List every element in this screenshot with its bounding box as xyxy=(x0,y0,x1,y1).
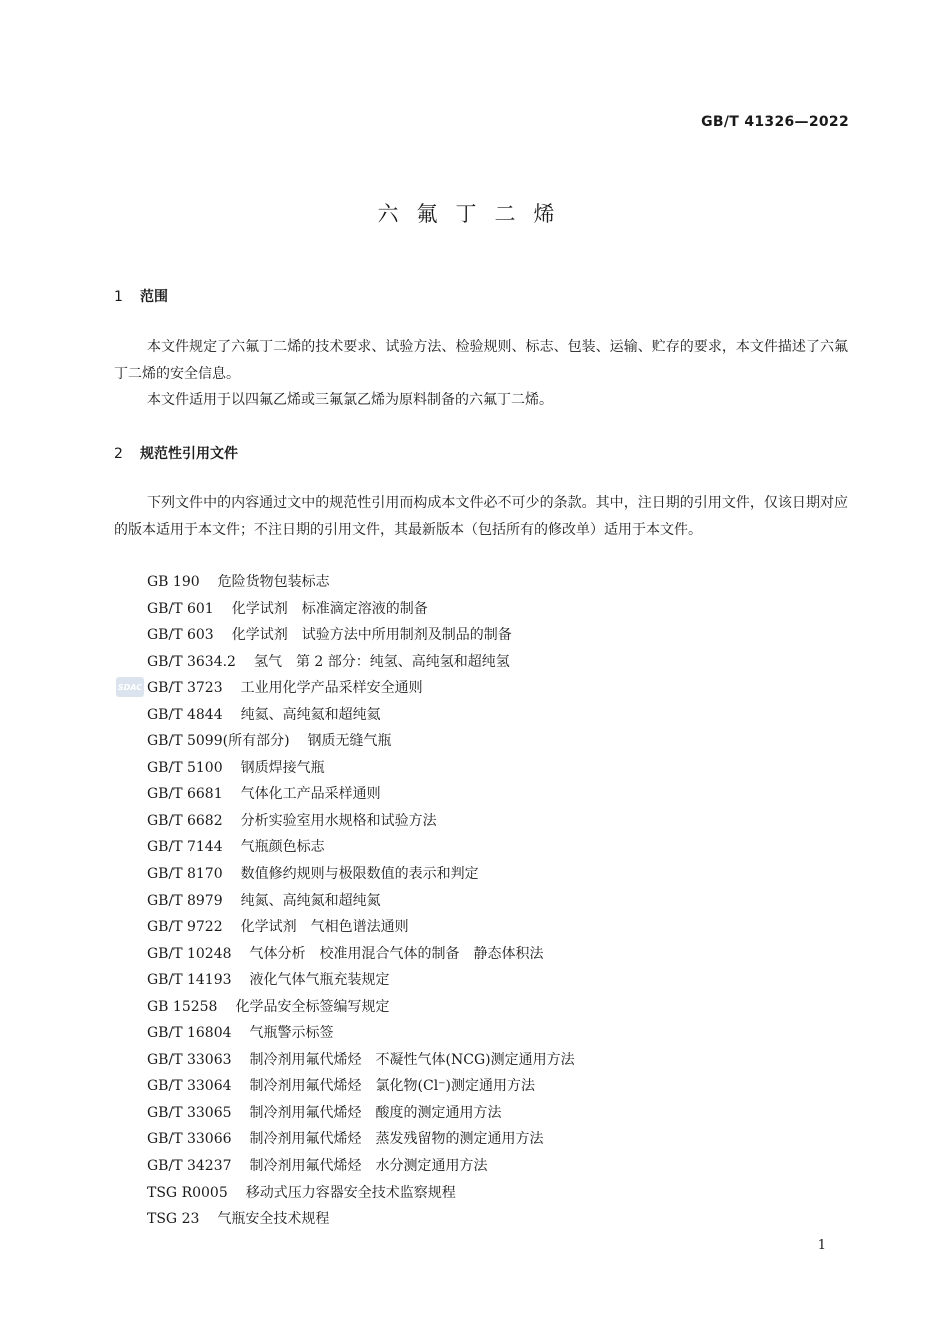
reference-item xyxy=(147,914,575,941)
reference-item xyxy=(147,1126,575,1153)
reference-title: 气瓶颜色标志 xyxy=(240,839,325,856)
reference-title: 工业用化学产品采样安全通则 xyxy=(240,680,423,697)
reference-title: 制冷剂用氟代烯烃 蒸发残留物的测定通用方法 xyxy=(249,1131,544,1148)
section-2-paragraph-1: 下列文件中的内容通过文中的规范性引用而构成本文件必不可少的条款。其中，注日期的引用文件，仅该日期对应的版本适用于本文件；不注日期的引用文件，其最新版本（包括所有的修改单）适用于本文件。 xyxy=(114,495,848,538)
reference-code: GB/T 3723 xyxy=(147,680,223,697)
reference-item xyxy=(147,569,575,596)
reference-title: 钢质焊接气瓶 xyxy=(240,759,325,776)
reference-code: TSG 23 xyxy=(147,1211,200,1228)
reference-title: 气瓶警示标签 xyxy=(249,1025,334,1042)
reference-title: 气体分析 校准用混合气体的制备 静态体积法 xyxy=(249,945,544,962)
reference-item xyxy=(147,941,575,968)
reference-title: 纯氮、高纯氮和超纯氮 xyxy=(240,892,381,909)
reference-item xyxy=(147,596,575,623)
reference-code: GB 15258 xyxy=(147,998,218,1015)
sdac-watermark-logo: SDAC xyxy=(116,677,144,697)
reference-title: 危险货物包装标志 xyxy=(217,574,330,590)
reference-item xyxy=(147,1073,575,1100)
reference-item xyxy=(147,1047,575,1074)
reference-title: 液化气体气瓶充装规定 xyxy=(249,972,390,989)
document-title: 六氟丁二烯 xyxy=(377,202,573,226)
section-1-title: 范围 xyxy=(140,289,168,305)
reference-title: 钢质无缝气瓶 xyxy=(307,733,392,750)
section-2-number: 2 xyxy=(114,446,123,462)
reference-code: GB/T 33063 xyxy=(147,1051,232,1068)
reference-code: GB/T 5099(所有部分) xyxy=(147,733,290,750)
reference-title: 化学试剂 标准滴定溶液的制备 xyxy=(231,600,428,617)
reference-code: GB/T 8170 xyxy=(147,866,223,883)
reference-code: GB/T 5100 xyxy=(147,759,223,776)
reference-code: GB/T 601 xyxy=(147,600,214,617)
reference-title: 化学品安全标签编写规定 xyxy=(235,998,390,1015)
reference-code: GB/T 6682 xyxy=(147,812,223,829)
reference-code: GB/T 9722 xyxy=(147,919,223,936)
reference-title: 化学试剂 试验方法中所用制剂及制品的制备 xyxy=(231,627,512,644)
reference-code: GB/T 6681 xyxy=(147,786,223,803)
reference-item xyxy=(147,834,575,861)
reference-item xyxy=(147,675,575,702)
reference-title: 化学试剂 气相色谱法通则 xyxy=(240,919,409,936)
section-1-paragraph-1: 本文件规定了六氟丁二烯的技术要求、试验方法、检验规则、标志、包装、运输、贮存的要求，本文件描述了六氟丁二烯的安全信息。 xyxy=(114,339,848,382)
reference-item xyxy=(147,1100,575,1127)
section-2-title: 规范性引用文件 xyxy=(140,446,238,462)
reference-title: 制冷剂用氟代烯烃 酸度的测定通用方法 xyxy=(249,1104,502,1121)
reference-item xyxy=(147,1180,575,1207)
reference-title: 制冷剂用氟代烯烃 氯化物(Cl⁻)测定通用方法 xyxy=(249,1078,536,1095)
reference-code: GB/T 3634.2 xyxy=(147,653,236,670)
section-2-heading xyxy=(114,443,238,463)
reference-code: GB/T 33064 xyxy=(147,1078,232,1095)
reference-title: 纯氦、高纯氦和超纯氦 xyxy=(240,706,381,723)
reference-title: 移动式压力容器安全技术监察规程 xyxy=(245,1184,456,1201)
reference-code: GB/T 603 xyxy=(147,627,214,644)
reference-item xyxy=(147,1153,575,1180)
section-1-paragraph-2: 本文件适用于以四氟乙烯或三氟氯乙烯为原料制备的六氟丁二烯。 xyxy=(147,392,553,408)
section-1-heading xyxy=(114,286,168,306)
reference-item xyxy=(147,781,575,808)
reference-item xyxy=(147,728,575,755)
reference-title: 气体化工产品采样通则 xyxy=(240,786,381,803)
page-number: 1 xyxy=(817,1238,826,1253)
standard-code: GB/T 41326—2022 xyxy=(701,114,849,130)
reference-code: GB/T 10248 xyxy=(147,945,232,962)
reference-item xyxy=(147,1020,575,1047)
reference-item xyxy=(147,755,575,782)
reference-item xyxy=(147,861,575,888)
reference-code: TSG R0005 xyxy=(147,1184,228,1201)
reference-code: GB/T 33065 xyxy=(147,1104,232,1121)
reference-item xyxy=(147,994,575,1021)
reference-title: 制冷剂用氟代烯烃 水分测定通用方法 xyxy=(249,1158,488,1175)
reference-item xyxy=(147,702,575,729)
reference-title: 氢气 第 2 部分：纯氢、高纯氢和超纯氢 xyxy=(253,653,510,670)
reference-code: GB/T 7144 xyxy=(147,839,223,856)
reference-code: GB/T 14193 xyxy=(147,972,232,989)
reference-item xyxy=(147,808,575,835)
reference-item xyxy=(147,649,575,676)
reference-title: 制冷剂用氟代烯烃 不凝性气体(NCG)测定通用方法 xyxy=(249,1051,575,1068)
reference-code: GB/T 8979 xyxy=(147,892,223,909)
normative-reference-list xyxy=(147,569,575,1233)
reference-code: GB 190 xyxy=(147,574,200,590)
reference-title: 数值修约规则与极限数值的表示和判定 xyxy=(240,866,479,883)
reference-code: GB/T 34237 xyxy=(147,1158,232,1175)
reference-code: GB/T 16804 xyxy=(147,1025,232,1042)
reference-code: GB/T 33066 xyxy=(147,1131,232,1148)
reference-item xyxy=(147,967,575,994)
section-1-number: 1 xyxy=(114,289,123,305)
reference-item xyxy=(147,622,575,649)
reference-code: GB/T 4844 xyxy=(147,706,223,723)
reference-title: 分析实验室用水规格和试验方法 xyxy=(240,812,437,829)
reference-item xyxy=(147,1206,575,1233)
reference-title: 气瓶安全技术规程 xyxy=(217,1211,330,1228)
reference-item xyxy=(147,888,575,915)
